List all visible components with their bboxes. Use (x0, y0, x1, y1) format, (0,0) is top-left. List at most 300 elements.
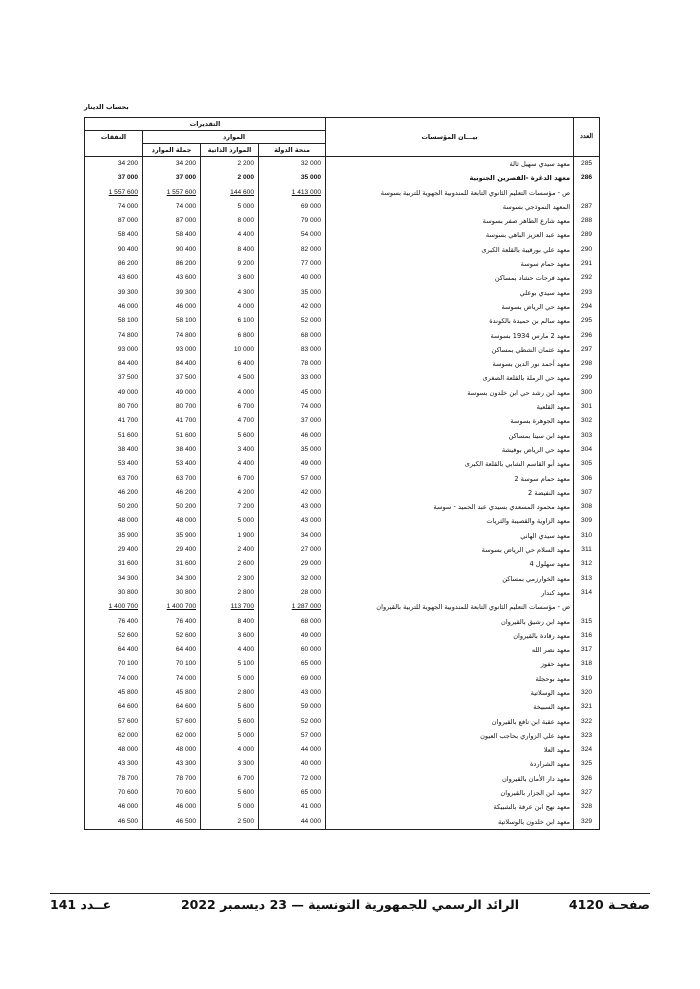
institution-name-cell (326, 615, 574, 629)
table-row (85, 686, 600, 700)
row-number-cell (574, 472, 600, 486)
row-number-cell-text: 293 (581, 288, 593, 296)
institution-name-cell-text: معهد ابن خلدون بالوسلاتية (498, 817, 571, 826)
own-resources-cell-text: 5 000 (237, 731, 254, 739)
row-number-cell-text: 307 (581, 488, 593, 496)
expenses-cell-text: 49 000 (117, 388, 138, 396)
institution-name-cell (326, 715, 574, 729)
state-grant-cell-text: 54 000 (300, 231, 322, 239)
total-resources-cell-text: 41 700 (175, 417, 196, 425)
row-number-cell-text: 308 (581, 503, 593, 511)
expenses-cell-text: 93 000 (117, 345, 138, 353)
institution-name-cell (326, 257, 574, 271)
total-resources-cell-text: 58 100 (175, 317, 196, 325)
expenses-cell-text: 63 700 (117, 474, 138, 482)
state-grant-cell-text: 68 000 (300, 617, 322, 625)
institution-name-cell-text: معهد ابن سينا بمساكن (508, 431, 571, 440)
row-number-cell (574, 271, 600, 285)
expenses-cell-text: 41 700 (117, 417, 138, 425)
own-resources-cell-text: 8 400 (237, 617, 254, 625)
own-resources-cell (201, 657, 259, 671)
own-resources-cell-text: 3 600 (237, 274, 254, 282)
institution-name-cell (326, 443, 574, 457)
row-number-cell-text: 290 (581, 245, 593, 253)
total-resources-cell (143, 271, 201, 285)
institution-name-cell-text: المعهد النموذجي بسوسة (502, 202, 571, 211)
expenses-cell-text: 34 200 (117, 160, 138, 167)
row-number-cell-text: 322 (581, 717, 593, 725)
institution-name-cell (326, 314, 574, 328)
header-institutions: بيـــان المؤسسات (326, 118, 574, 157)
total-resources-cell (143, 757, 201, 771)
institution-name-cell (326, 371, 574, 385)
state-grant-cell-text: 1 413 000 (291, 188, 322, 196)
expenses-cell-text: 53 400 (117, 460, 138, 468)
institution-name-cell (326, 457, 574, 471)
state-grant-cell-text: 44 000 (300, 817, 322, 825)
row-number-cell-text: 315 (581, 617, 593, 625)
row-number-cell (574, 186, 600, 200)
own-resources-cell (201, 629, 259, 643)
table-row (85, 314, 600, 328)
total-resources-cell-text: 90 400 (175, 245, 196, 253)
state-grant-cell-text: 27 000 (300, 546, 322, 554)
institution-name-cell (326, 629, 574, 643)
row-number-cell (574, 815, 600, 830)
header-resources: الموارد (143, 131, 326, 144)
table-row (85, 200, 600, 214)
institution-name-cell (326, 157, 574, 172)
total-resources-cell (143, 472, 201, 486)
institution-name-cell (326, 543, 574, 557)
header-number: العدد (574, 118, 600, 157)
total-resources-cell (143, 314, 201, 328)
institution-name-cell-text: معهد الوسلاتية (530, 688, 571, 697)
expenses-cell-text: 58 400 (117, 231, 138, 239)
institution-name-cell-text: معهد النفيضة 2 (528, 488, 571, 497)
table-row (85, 228, 600, 242)
institution-name-cell-text: معهد دار الأمان بالقيروان (501, 774, 571, 783)
table-row (85, 800, 600, 814)
row-number-cell (574, 529, 600, 543)
own-resources-cell-text: 113 700 (230, 603, 254, 611)
row-number-cell (574, 329, 600, 343)
state-grant-cell-text: 52 000 (300, 317, 322, 325)
total-resources-cell-text: 37 500 (175, 374, 196, 382)
state-grant-cell (259, 700, 326, 714)
row-number-cell-text: 297 (581, 345, 593, 353)
state-grant-cell (259, 729, 326, 743)
state-grant-cell-text: 57 000 (300, 731, 322, 739)
table-row (85, 786, 600, 800)
row-number-cell (574, 600, 600, 614)
total-resources-cell (143, 657, 201, 671)
row-number-cell-text: 306 (581, 474, 593, 482)
institution-name-cell (326, 329, 574, 343)
table-row (85, 529, 600, 543)
institution-name-cell-text: معهد ابن رشيق بالقيروان (500, 617, 571, 626)
expenses-cell-text: 64 400 (117, 646, 138, 654)
expenses-cell-text: 52 600 (117, 631, 138, 639)
expenses-cell (85, 629, 143, 643)
institution-name-cell (326, 286, 574, 300)
institution-name-cell-text: معهد سهلول 4 (529, 560, 571, 569)
row-number-cell (574, 643, 600, 657)
institution-name-cell (326, 729, 574, 743)
total-resources-cell-text: 1 400 700 (166, 603, 196, 611)
table-row (85, 643, 600, 657)
total-resources-cell-text: 74 800 (175, 331, 196, 339)
expenses-cell-text: 76 400 (117, 617, 138, 625)
own-resources-cell (201, 643, 259, 657)
own-resources-cell-text: 4 700 (237, 417, 254, 425)
institution-name-cell-text: معهد شارع الطاهر صفر بسوسة (482, 217, 571, 226)
own-resources-cell (201, 472, 259, 486)
state-grant-cell-text: 43 000 (300, 503, 322, 511)
row-number-cell-text: 287 (581, 202, 593, 210)
state-grant-cell (259, 186, 326, 200)
institution-name-cell (326, 429, 574, 443)
own-resources-cell (201, 243, 259, 257)
state-grant-cell (259, 615, 326, 629)
row-number-cell (574, 543, 600, 557)
row-number-cell-text: 305 (581, 460, 593, 468)
expenses-cell-text: 1 400 700 (108, 603, 138, 611)
total-resources-cell (143, 457, 201, 471)
expenses-cell (85, 529, 143, 543)
state-grant-cell (259, 200, 326, 214)
expenses-cell (85, 472, 143, 486)
state-grant-cell (259, 743, 326, 757)
row-number-cell (574, 414, 600, 428)
institution-name-cell-text: معهد حمام سوسة (520, 260, 571, 269)
total-resources-cell (143, 414, 201, 428)
expenses-cell (85, 157, 143, 172)
row-number-cell-text: 291 (581, 260, 593, 268)
own-resources-cell (201, 329, 259, 343)
total-resources-cell-text: 74 000 (175, 202, 196, 210)
state-grant-cell-text: 34 000 (300, 531, 322, 539)
total-resources-cell-text: 38 400 (175, 445, 196, 453)
state-grant-cell-text: 52 000 (300, 717, 322, 725)
state-grant-cell-text: 79 000 (300, 217, 322, 225)
own-resources-cell (201, 700, 259, 714)
expenses-cell (85, 715, 143, 729)
total-resources-cell (143, 186, 201, 200)
expenses-cell-text: 31 600 (117, 560, 138, 568)
own-resources-cell-text: 4 400 (237, 460, 254, 468)
total-resources-cell (143, 672, 201, 686)
state-grant-cell (259, 314, 326, 328)
expenses-cell-text: 46 500 (117, 817, 138, 825)
total-resources-cell (143, 329, 201, 343)
own-resources-cell (201, 543, 259, 557)
institution-name-cell-text: معهد أبو القاسم الشابي بالقلعة الكبرى (464, 460, 571, 469)
institution-name-cell-text: معهد فرحات حشاد بمساكن (494, 274, 571, 283)
row-number-cell (574, 228, 600, 242)
total-resources-cell-text: 37 000 (175, 174, 196, 182)
state-grant-cell-text: 68 000 (300, 331, 322, 339)
total-resources-cell-text: 46 500 (175, 817, 196, 825)
row-number-cell-text: 288 (581, 217, 593, 225)
total-resources-cell (143, 572, 201, 586)
expenses-cell-text: 70 100 (117, 660, 138, 668)
own-resources-cell (201, 357, 259, 371)
state-grant-cell-text: 29 000 (300, 560, 322, 568)
state-grant-cell-text: 45 000 (300, 388, 322, 396)
expenses-cell (85, 672, 143, 686)
row-number-cell-text: 328 (581, 803, 593, 811)
expenses-cell-text: 90 400 (117, 245, 138, 253)
total-resources-cell-text: 49 000 (175, 388, 196, 396)
total-resources-cell-text: 48 000 (175, 746, 196, 754)
state-grant-cell (259, 629, 326, 643)
expenses-cell-text: 37 500 (117, 374, 138, 382)
expenses-cell (85, 543, 143, 557)
table-row (85, 357, 600, 371)
total-resources-cell-text: 87 000 (175, 217, 196, 225)
state-grant-cell (259, 343, 326, 357)
state-grant-cell-text: 72 000 (300, 774, 322, 782)
total-resources-cell-text: 29 400 (175, 546, 196, 554)
institution-name-cell-text: معهد حمام سوسة 2 (514, 474, 571, 483)
institution-name-cell-text: معهد رقادة بالقيروان (513, 631, 571, 640)
state-grant-cell (259, 157, 326, 172)
institution-name-cell-text: ض - مؤسسات التعليم الثانوي التابعة للمندوبية الجهوية للتربية بالقيروان (376, 603, 571, 612)
row-number-cell (574, 657, 600, 671)
table-row (85, 371, 600, 385)
institution-name-cell (326, 643, 574, 657)
state-grant-cell (259, 429, 326, 443)
institution-name-cell (326, 757, 574, 771)
state-grant-cell-text: 49 000 (300, 460, 322, 468)
state-grant-cell (259, 672, 326, 686)
total-resources-cell (143, 486, 201, 500)
state-grant-cell-text: 28 000 (300, 588, 322, 596)
own-resources-cell-text: 6 400 (237, 360, 254, 368)
expenses-cell (85, 700, 143, 714)
state-grant-cell (259, 329, 326, 343)
total-resources-cell (143, 357, 201, 371)
expenses-cell-text: 74 000 (117, 202, 138, 210)
own-resources-cell (201, 257, 259, 271)
state-grant-cell-text: 49 000 (300, 631, 322, 639)
expenses-cell (85, 414, 143, 428)
institution-name-cell (326, 271, 574, 285)
expenses-cell (85, 743, 143, 757)
own-resources-cell-text: 2 800 (237, 588, 254, 596)
own-resources-cell-text: 9 200 (237, 260, 254, 268)
expenses-cell (85, 643, 143, 657)
table-row (85, 672, 600, 686)
total-resources-cell (143, 743, 201, 757)
state-grant-cell (259, 543, 326, 557)
total-resources-cell (143, 729, 201, 743)
institution-name-cell-text: معهد العلا (543, 746, 571, 755)
state-grant-cell-text: 83 000 (300, 345, 322, 353)
state-grant-cell (259, 271, 326, 285)
institution-name-cell (326, 228, 574, 242)
state-grant-cell-text: 32 000 (300, 160, 322, 167)
own-resources-cell-text: 3 300 (237, 760, 254, 768)
own-resources-cell-text: 2 200 (237, 160, 254, 167)
state-grant-cell-text: 57 000 (300, 474, 322, 482)
own-resources-cell-text: 2 600 (237, 560, 254, 568)
institution-name-cell-text: معهد حي الرملة بالقلعة الصغرى (482, 374, 571, 383)
row-number-cell-text: 296 (581, 331, 593, 339)
state-grant-cell (259, 514, 326, 528)
row-number-cell (574, 500, 600, 514)
own-resources-cell (201, 271, 259, 285)
total-resources-cell-text: 78 700 (175, 774, 196, 782)
institution-name-cell (326, 600, 574, 614)
row-number-cell-text: 325 (581, 760, 593, 768)
institution-name-cell-text: معهد سالم بن حميدة بالكوندة (489, 317, 571, 326)
expenses-cell (85, 386, 143, 400)
expenses-cell-text: 74 800 (117, 331, 138, 339)
row-number-cell (574, 557, 600, 571)
state-grant-cell (259, 572, 326, 586)
state-grant-cell-text: 35 000 (300, 174, 322, 182)
header-estimates: التقديرات (85, 118, 326, 131)
row-number-cell (574, 171, 600, 185)
expenses-cell (85, 815, 143, 830)
institution-name-cell (326, 414, 574, 428)
row-number-cell (574, 257, 600, 271)
expenses-cell-text: 34 300 (117, 574, 138, 582)
row-number-cell (574, 800, 600, 814)
state-grant-cell (259, 214, 326, 228)
expenses-cell-text: 70 600 (117, 789, 138, 797)
institution-name-cell-text: معهد ابن الجزار بالقيروان (500, 789, 571, 798)
table-header (85, 118, 600, 157)
expenses-cell (85, 171, 143, 185)
total-resources-cell (143, 772, 201, 786)
own-resources-cell-text: 4 000 (237, 388, 254, 396)
state-grant-cell (259, 557, 326, 571)
expenses-cell (85, 500, 143, 514)
own-resources-cell-text: 5 000 (237, 202, 254, 210)
state-grant-cell-text: 32 000 (300, 574, 322, 582)
expenses-cell-text: 58 100 (117, 317, 138, 325)
table-row (85, 400, 600, 414)
institution-name-cell (326, 243, 574, 257)
table-row (85, 414, 600, 428)
institution-name-cell-text: معهد علي الزواري بحاجب العيون (480, 731, 571, 740)
expenses-cell (85, 486, 143, 500)
total-resources-cell-text: 80 700 (175, 403, 196, 411)
own-resources-cell (201, 672, 259, 686)
row-number-cell (574, 157, 600, 172)
own-resources-cell (201, 729, 259, 743)
total-resources-cell (143, 643, 201, 657)
institution-name-cell (326, 500, 574, 514)
row-number-cell (574, 286, 600, 300)
state-grant-cell-text: 43 000 (300, 517, 322, 525)
table-row (85, 572, 600, 586)
own-resources-cell-text: 4 000 (237, 746, 254, 754)
table-row (85, 743, 600, 757)
own-resources-cell-text: 6 800 (237, 331, 254, 339)
institution-name-cell (326, 686, 574, 700)
row-number-cell-text: 327 (581, 789, 593, 797)
total-resources-cell (143, 686, 201, 700)
expenses-cell (85, 600, 143, 614)
total-resources-cell (143, 815, 201, 830)
institution-name-cell-text: معهد الشراردة (529, 760, 571, 769)
total-resources-cell (143, 371, 201, 385)
own-resources-cell-text: 2 300 (237, 574, 254, 582)
institution-name-cell-text: معهد حفوز (540, 660, 571, 669)
own-resources-cell-text: 5 600 (237, 431, 254, 439)
row-number-cell (574, 443, 600, 457)
total-resources-cell (143, 214, 201, 228)
expenses-cell-text: 48 000 (117, 746, 138, 754)
total-resources-cell-text: 43 600 (175, 274, 196, 282)
expenses-cell-text: 38 400 (117, 445, 138, 453)
expenses-cell-text: 43 600 (117, 274, 138, 282)
state-grant-cell (259, 443, 326, 457)
state-grant-cell-text: 43 000 (300, 688, 322, 696)
own-resources-cell (201, 414, 259, 428)
institution-name-cell-text: معهد الدغرة -القصرين الجنوبية (469, 174, 571, 183)
expenses-cell (85, 429, 143, 443)
total-resources-cell (143, 615, 201, 629)
expenses-cell-text: 30 800 (117, 588, 138, 596)
expenses-cell-text: 50 200 (117, 503, 138, 511)
table-row (85, 715, 600, 729)
row-number-cell (574, 786, 600, 800)
state-grant-cell-text: 77 000 (300, 260, 322, 268)
institution-name-cell (326, 786, 574, 800)
table-row (85, 386, 600, 400)
own-resources-cell (201, 586, 259, 600)
table-row (85, 243, 600, 257)
own-resources-cell-text: 10 000 (233, 345, 254, 353)
institution-name-cell-text: معهد بوحجلة (535, 674, 571, 683)
row-number-cell-text: 312 (581, 560, 593, 568)
expenses-cell (85, 314, 143, 328)
expenses-cell-text: 1 557 600 (108, 188, 138, 196)
state-grant-cell (259, 414, 326, 428)
own-resources-cell (201, 715, 259, 729)
table-row (85, 543, 600, 557)
total-resources-cell (143, 800, 201, 814)
institution-name-cell (326, 343, 574, 357)
table-row (85, 629, 600, 643)
own-resources-cell (201, 314, 259, 328)
expenses-cell (85, 243, 143, 257)
row-number-cell-text: 286 (581, 174, 593, 182)
footer-divider (50, 893, 650, 894)
own-resources-cell (201, 743, 259, 757)
row-number-cell (574, 629, 600, 643)
expenses-cell (85, 329, 143, 343)
state-grant-cell (259, 400, 326, 414)
state-grant-cell-text: 44 000 (300, 746, 322, 754)
expenses-cell (85, 371, 143, 385)
institution-name-cell-text: معهد الجوهرة بسوسة (510, 417, 571, 426)
table-row (85, 615, 600, 629)
expenses-cell (85, 186, 143, 200)
expenses-cell (85, 800, 143, 814)
total-resources-cell (143, 300, 201, 314)
expenses-cell (85, 786, 143, 800)
own-resources-cell (201, 429, 259, 443)
institution-name-cell-text: معهد عثمان الشطي بمساكن (491, 345, 571, 354)
own-resources-cell-text: 4 400 (237, 231, 254, 239)
row-number-cell-text: 317 (581, 646, 593, 654)
